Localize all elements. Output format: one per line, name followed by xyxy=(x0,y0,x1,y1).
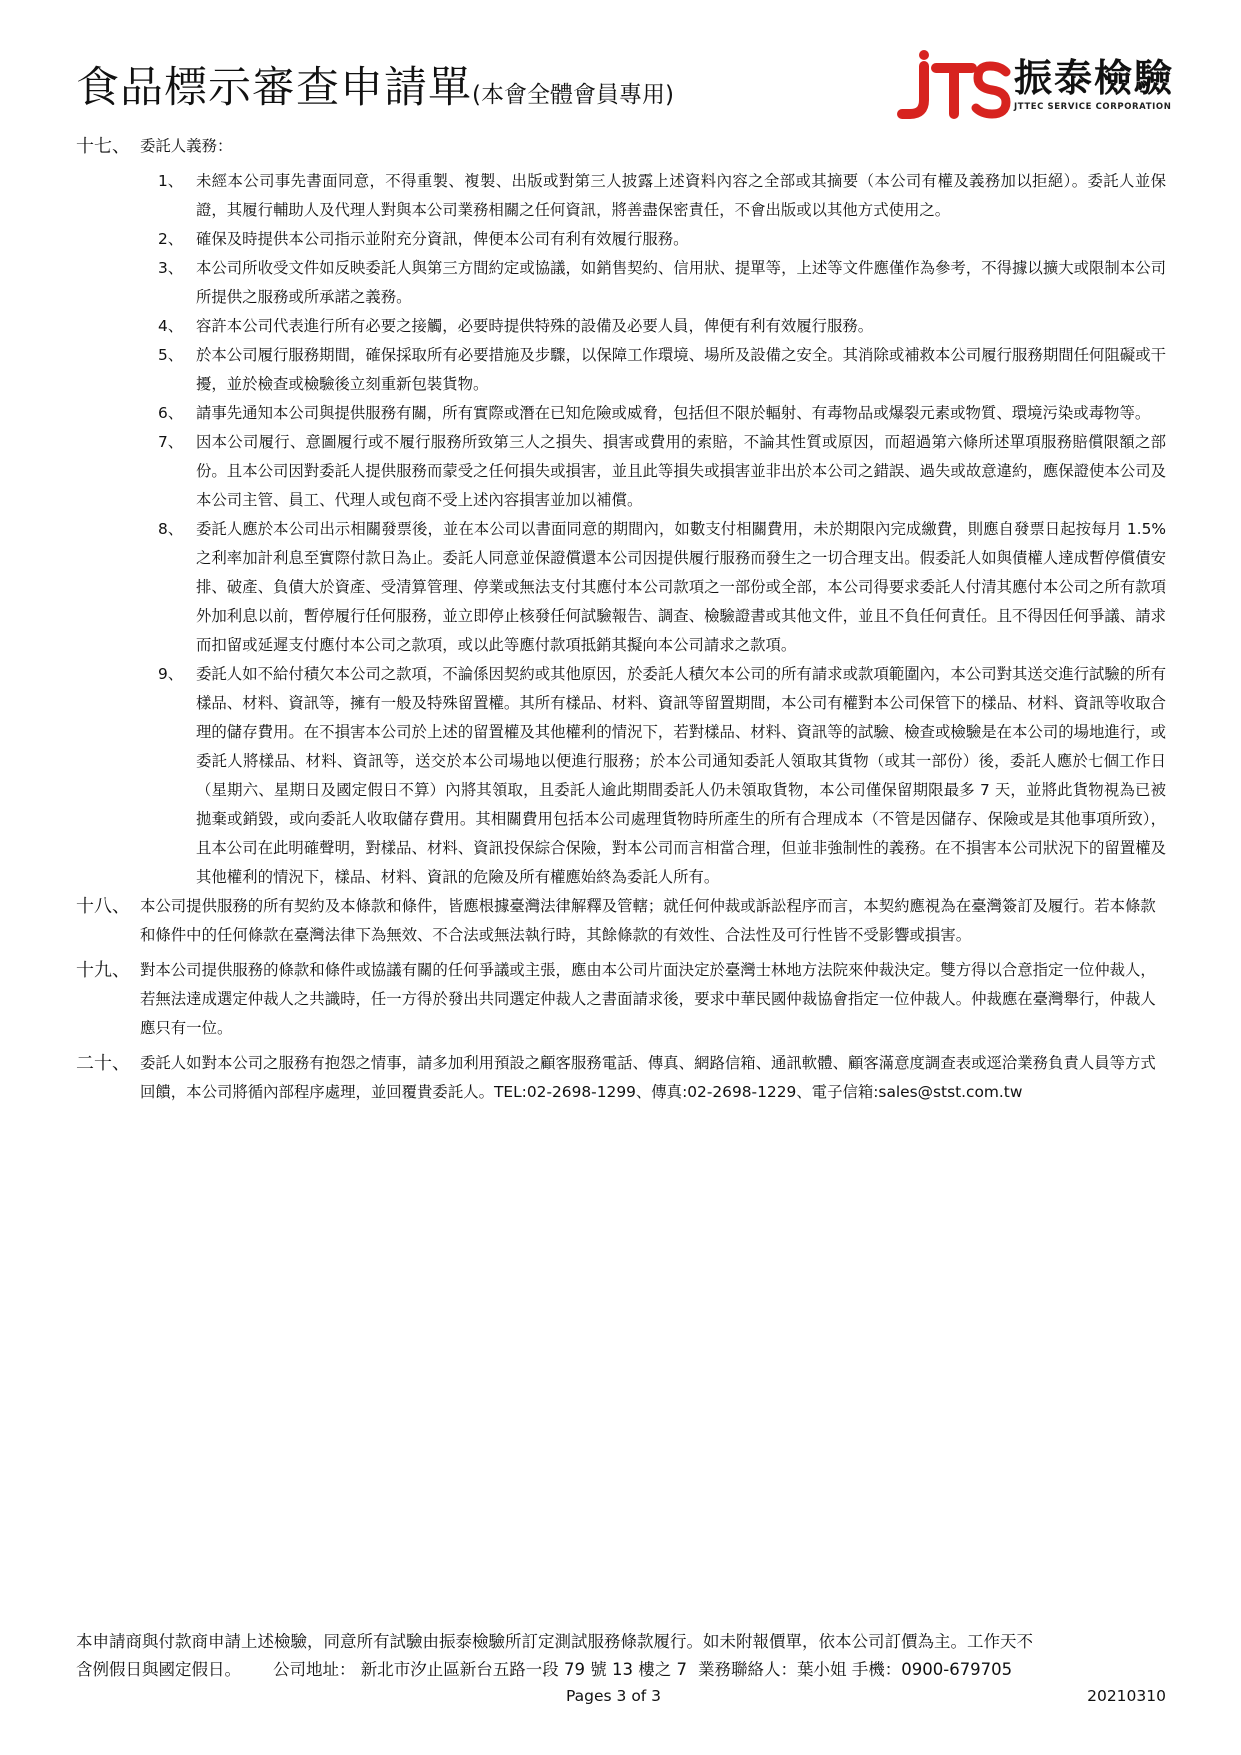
document-version-code: 20210310 xyxy=(1087,1687,1166,1705)
logo-mark-text: JTS xyxy=(896,50,898,51)
title-text: 食品標示審查申請單 xyxy=(76,63,472,113)
item-text: 本公司所收受文件如反映委託人與第三方間約定或協議，如銷售契約、信用狀、提單等，上述等文件應僅作為參考，不得據以擴大或限制本公司所提供之服務或所承諾之義務。 xyxy=(196,259,1166,306)
section-number: 十七、 xyxy=(76,136,130,157)
terms-section xyxy=(76,132,1166,161)
list-item xyxy=(76,428,1166,515)
footer-page-line xyxy=(76,1684,1166,1708)
item-text: 於本公司履行服務期間，確保採取所有必要措施及步驟，以保障工作環境、場所及設備之安全。其消除或補救本公司履行服務期間任何阻礙或干擾，並於檢查或檢驗後立刻重新包裝貨物。 xyxy=(196,346,1166,393)
item-number: 7、 xyxy=(158,433,184,451)
jts-logo-icon xyxy=(896,50,1012,122)
terms-section xyxy=(76,892,1166,950)
item-number: 1、 xyxy=(158,172,184,190)
item-text: 確保及時提供本公司指示並附充分資訊，俾便本公司有利有效履行服務。 xyxy=(196,230,689,248)
item-text: 委託人應於本公司出示相關發票後，並在本公司以書面同意的期間內，如數支付相關費用，未於期限內完成繳費，則應自發票日起按每月 1.5%之利率加計利息至實際付款日為止。委託人同意並保證償還本公司因提供履行服務而發生之一切合理支出。假委託人如與債權人達成暫停償債安排、破產、負債大於資產、受清算管理、停業或無法支付其應付本公司款項之一部份或全部，本公司得要求委託人付清其應付本公司之所有款項外加利息以前，暫停履行任何服務，並立即停止核發任何試驗報告、調查、檢驗證書或其他文件，並且不負任何責任。且不得因任何爭議、請求而扣留或延遲支付應付本公司之款項，或以此等應付款項抵銷其擬向本公司請求之款項。 xyxy=(196,520,1166,654)
footer-statement: 本申請商與付款商申請上述檢驗，同意所有試驗由振泰檢驗所訂定測試服務條款履行。如未附報價單，依本公司訂價為主。工作天不 xyxy=(76,1632,1033,1651)
list-item xyxy=(76,225,1166,254)
page-footer xyxy=(76,1628,1166,1708)
logo-name-cn: 振泰檢驗 xyxy=(1014,56,1175,100)
section-number: 十八、 xyxy=(76,896,130,917)
list-item xyxy=(76,167,1166,225)
section-text: 本公司提供服務的所有契約及本條款和條件，皆應根據臺灣法律解釋及管轄；就任何仲裁或訴訟程序而言，本契約應視為在臺灣簽訂及履行。若本條款和條件中的任何條款在臺灣法律下為無效、不合法或無法執行時，其餘條款的有效性、合法性及可行性皆不受影響或損害。 xyxy=(140,897,1156,944)
section-text: 委託人如對本公司之服務有抱怨之情事，請多加利用預設之顧客服務電話、傳真、網路信箱、通訊軟體、顧客滿意度調查表或逕洽業務負責人員等方式回饋，本公司將循內部程序處理，並回覆貴委託人。TEL:02-2698-1299、傳真:02-2698-1229、電子信箱:sales@stst.com.tw xyxy=(140,1054,1156,1101)
section-text: 對本公司提供服務的條款和條件或協議有關的任何爭議或主張，應由本公司片面決定於臺灣士林地方法院來仲裁決定。雙方得以合意指定一位仲裁人，若無法達成選定仲裁人之共識時，任一方得於發出共同選定仲裁人之書面請求後，要求中華民國仲裁協會指定一位仲裁人。仲裁應在臺灣舉行，仲裁人應只有一位。 xyxy=(140,961,1156,1037)
page-number: Pages 3 of 3 xyxy=(566,1687,662,1705)
list-item xyxy=(76,660,1166,892)
item-number: 8、 xyxy=(158,520,184,538)
footer-sales-contact: 業務聯絡人：葉小姐 手機：0900-679705 xyxy=(698,1660,1013,1679)
title-subtitle: (本會全體會員專用) xyxy=(472,82,674,108)
item-number: 4、 xyxy=(158,317,184,335)
item-number: 9、 xyxy=(158,665,184,683)
terms-section xyxy=(76,956,1166,1043)
item-text: 委託人如不給付積欠本公司之款項，不論係因契約或其他原因，於委託人積欠本公司的所有請求或款項範圍內，本公司對其送交進行試驗的所有樣品、材料、資訊等，擁有一般及特殊留置權。其所有樣品、材料、資訊等留置期間，本公司有權對本公司保管下的樣品、材料、資訊等收取合理的儲存費用。在不損害本公司於上述的留置權及其他權利的情況下，若對樣品、材料、資訊等的試驗、檢查或檢驗是在本公司的場地進行，或委託人將樣品、材料、資訊等，送交於本公司場地以便進行服務；於本公司通知委託人領取其貨物（或其一部份）後，委託人應於七個工作日（星期六、星期日及國定假日不算）內將其領取，且委託人逾此期間委託人仍未領取貨物，本公司僅保留期限最多 7 天，並將此貨物視為已被拋棄或銷毀，或向委託人收取儲存費用。其相關費用包括本公司處理貨物時所產生的所有合理成本（不管是因儲存、保險或是其他事項所致），且本公司在此明確聲明，對樣品、材料、資訊投保綜合保險，對本公司而言相當合理，但並非強制性的義務。在不損害本公司狀況下的留置權及其他權利的情況下，樣品、材料、資訊的危險及所有權應始終為委託人所有。 xyxy=(196,665,1166,886)
footer-holiday-note: 含例假日與國定假日。 xyxy=(76,1660,241,1679)
item-number: 5、 xyxy=(158,346,184,364)
footer-contact-line xyxy=(76,1656,1166,1684)
page-title xyxy=(76,60,674,123)
page-header xyxy=(76,46,1175,126)
section-number: 二十、 xyxy=(76,1053,130,1074)
item-text: 因本公司履行、意圖履行或不履行服務所致第三人之損失、損害或費用的索賠，不論其性質或原因，而超過第六條所述單項服務賠償限額之部份。且本公司因對委託人提供服務而蒙受之任何損失或損害，並且此等損失或損害並非出於本公司之錯誤、過失或故意違約，應保證使本公司及本公司主管、員工、代理人或包商不受上述內容損害並加以補償。 xyxy=(196,433,1166,509)
item-number: 6、 xyxy=(158,404,184,422)
footer-address: 公司地址： 新北市汐止區新台五路一段 79 號 13 樓之 7 xyxy=(273,1660,687,1679)
company-logo xyxy=(896,50,1175,122)
list-item xyxy=(76,312,1166,341)
section-text: 委託人義務： xyxy=(140,137,233,155)
list-item xyxy=(76,515,1166,660)
item-number: 3、 xyxy=(158,259,184,277)
item-text: 容許本公司代表進行所有必要之接觸，必要時提供特殊的設備及必要人員，俾便有利有效履行服務。 xyxy=(196,317,874,335)
item-text: 未經本公司事先書面同意，不得重製、複製、出版或對第三人披露上述資料內容之全部或其摘要（本公司有權及義務加以拒絕）。委託人並保證，其履行輔助人及代理人對與本公司業務相關之任何資訊，將善盡保密責任，不會出版或以其他方式使用之。 xyxy=(196,172,1166,219)
list-item xyxy=(76,399,1166,428)
terms-section xyxy=(76,1049,1166,1107)
list-item xyxy=(76,341,1166,399)
list-item xyxy=(76,254,1166,312)
terms-content xyxy=(76,132,1166,1113)
item-number: 2、 xyxy=(158,230,184,248)
item-text: 請事先通知本公司與提供服務有關，所有實際或潛在已知危險或威脅，包括但不限於輻射、有毒物品或爆裂元素或物質、環境污染或毒物等。 xyxy=(196,404,1151,422)
logo-name-en: JTTEC SERVICE CORPORATION xyxy=(1014,102,1172,112)
section-number: 十九、 xyxy=(76,960,130,981)
